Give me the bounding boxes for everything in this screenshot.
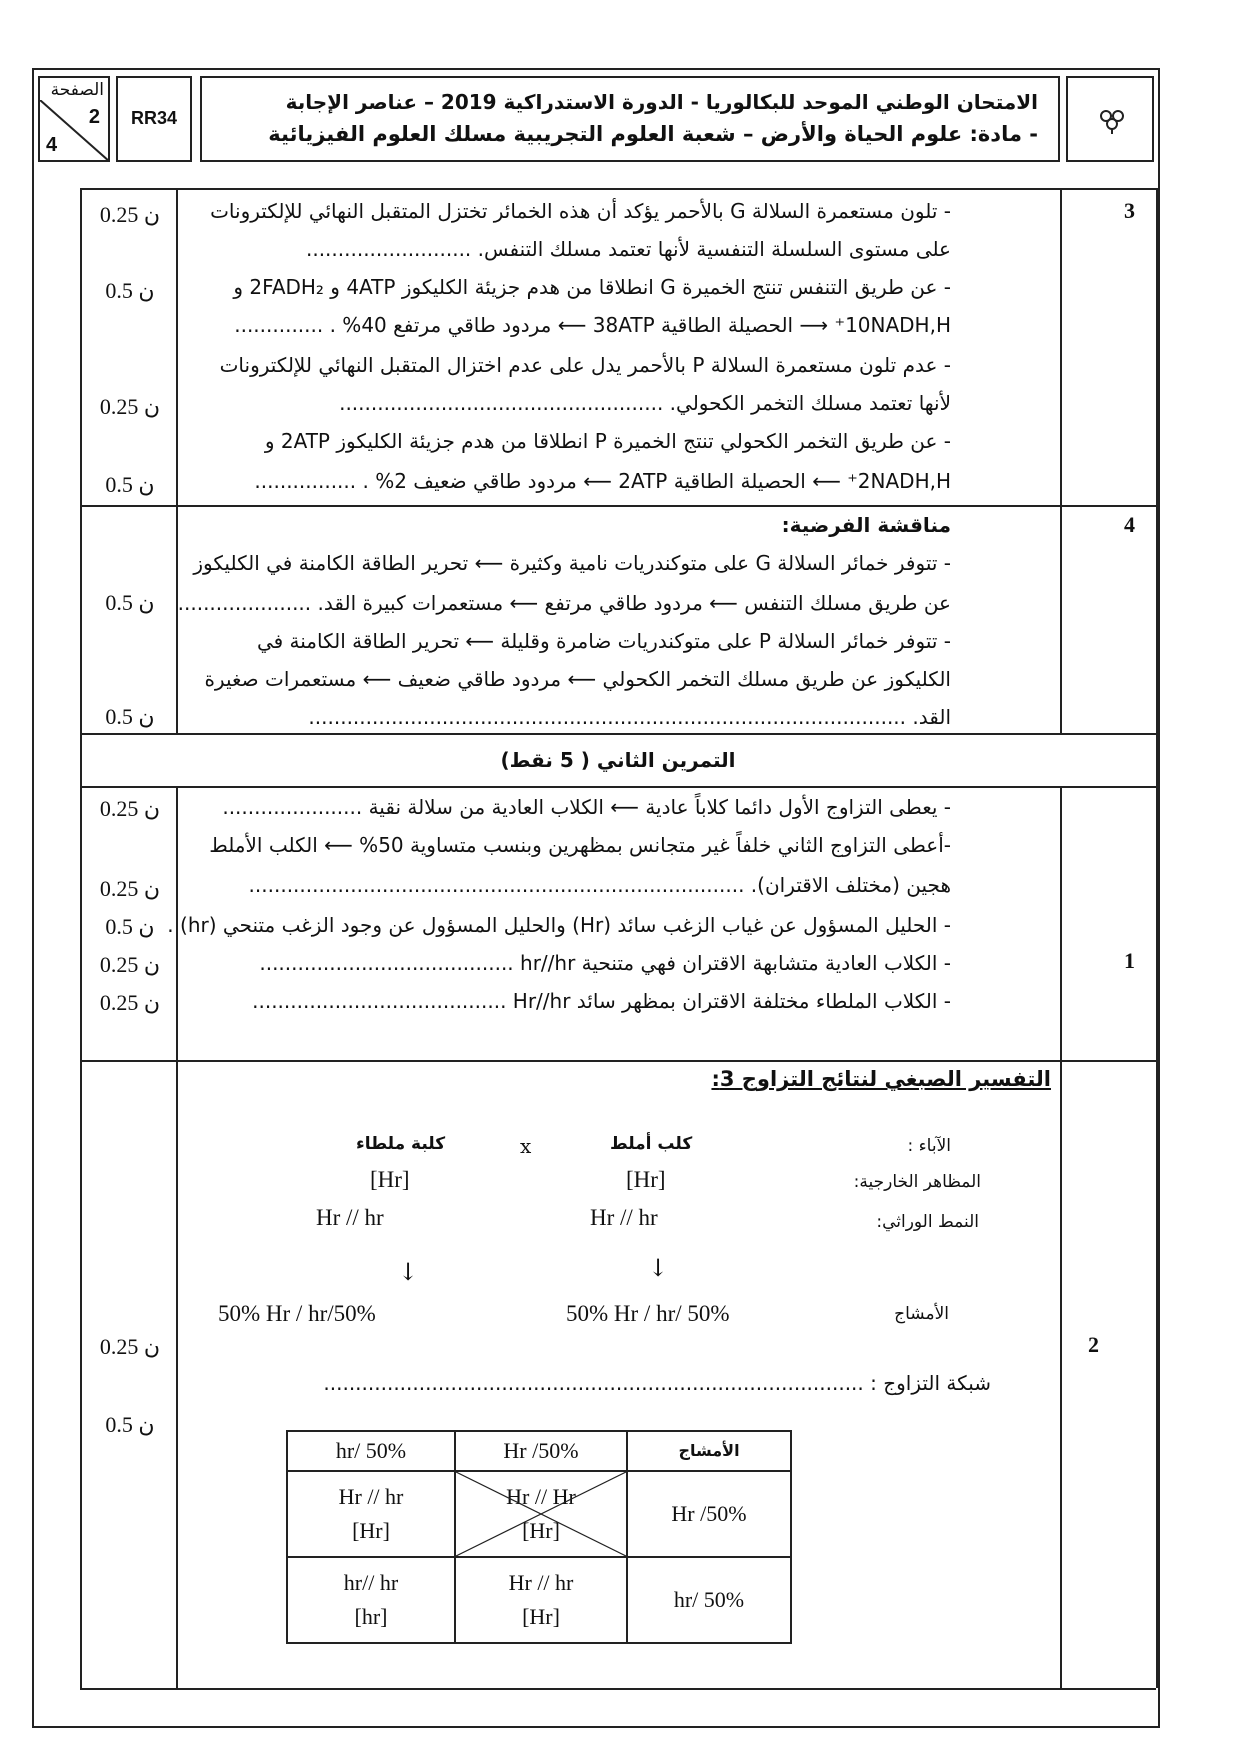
grid-row-2: hr/ 50% <box>627 1557 791 1643</box>
e2q1-line-5: - الكلاب العادية متشابهة الاقتران فهي متنحية hr//hr ........................................ <box>259 951 951 975</box>
page-number: 2 <box>88 106 100 128</box>
grid-cell-2-1-genotype: Hr // hr <box>508 1570 574 1595</box>
col-right <box>1156 188 1158 1688</box>
table-bottom <box>80 1688 1156 1690</box>
col-points <box>176 188 178 733</box>
e2q2-points-1: 0.25 ن <box>99 1334 161 1359</box>
row-sep-3-4 <box>80 505 1156 507</box>
male-parent: كلب أملط <box>610 1134 693 1154</box>
parents-label: الآباء : <box>907 1136 951 1156</box>
grid-col-2: hr/ 50% <box>287 1431 455 1471</box>
e2-question-number-2: 2 <box>1088 1332 1099 1357</box>
grid-cell-1-1-phenotype: [Hr] <box>522 1518 560 1543</box>
genotype-label: النمط الوراثي: <box>876 1212 979 1232</box>
q3-line-2: على مستوى السلسلة التنفسية لأنها تعتمد مسلك التنفس. .......................... <box>305 237 951 261</box>
question-number-4: 4 <box>1124 512 1135 537</box>
phenotype-female: [Hr] <box>370 1167 410 1192</box>
e2q1-points-5: 0.25 ن <box>99 990 161 1015</box>
q3-line-6: لأنها تعتمد مسلك التخمر الكحولي. ................................................... <box>339 391 951 415</box>
col-text <box>1060 188 1062 733</box>
e2q1-points-1: 0.25 ن <box>99 796 161 821</box>
female-parent: كلبة ملطاء <box>356 1134 446 1154</box>
q3-line-1: - تلون مستعمرة السلالة G بالأحمر يؤكد أن هذه الخمائر تختزل المتقبل النهائي للإلكترونات <box>210 199 951 223</box>
grid-label: شبكة التزاوج : ..................................................................................... <box>323 1371 991 1395</box>
q4-points-1: 0.5 ن <box>105 590 155 615</box>
grid-cell-2-1 <box>455 1557 627 1643</box>
arrow-male: ↓ <box>648 1254 669 1282</box>
grid-col-1: Hr /50% <box>455 1431 627 1471</box>
q4-points-2: 0.5 ن <box>105 704 155 729</box>
emblem-icon <box>1096 104 1128 136</box>
grid-row-1: Hr /50% <box>627 1471 791 1557</box>
q4-line-2: عن طريق مسلك التنفس ⟵ مردود طاقي مرتفع ⟵ مستعمرات كبيرة القد. ..................... <box>177 591 951 615</box>
phenotype-male: [Hr] <box>626 1167 666 1192</box>
logo-box <box>1066 76 1154 162</box>
title-box <box>200 76 1060 162</box>
row-sep-ex-1 <box>80 786 1156 788</box>
grid-cell-2-2-genotype: hr// hr <box>343 1570 399 1595</box>
cross-symbol: x <box>520 1134 532 1158</box>
grid-cell-1-2-phenotype: [Hr] <box>352 1518 390 1543</box>
genotype-male: Hr // hr <box>590 1205 658 1230</box>
q3-points-3: 0.25 ن <box>99 394 161 419</box>
grid-cell-1-2-genotype: Hr // hr <box>338 1484 404 1509</box>
page-label: الصفحة <box>50 80 104 100</box>
phenotype-label: المظاهر الخارجية: <box>853 1172 981 1192</box>
grid-cell-2-2 <box>287 1557 455 1643</box>
row-sep-1-2 <box>80 1060 1156 1062</box>
e2q1-line-4: - الحليل المسؤول عن غياب الزغب سائد (Hr) والحليل المسؤول عن وجود الزغب متنحي (hr) . <box>167 913 951 937</box>
e2q1-points-3: 0.5 ن <box>105 914 155 939</box>
gametes-label: الأمشاج <box>894 1304 949 1324</box>
gametes-male: 50% Hr / hr/ 50% <box>566 1301 730 1326</box>
e2q1-points-2: 0.25 ن <box>99 876 161 901</box>
grid-cell-1-1-genotype: Hr // Hr <box>506 1484 576 1509</box>
genotype-female: Hr // hr <box>316 1205 384 1230</box>
code-box <box>116 76 192 162</box>
grid-cell-1-1 <box>455 1471 627 1557</box>
gametes-female: 50% Hr / hr/50% <box>218 1301 376 1326</box>
exam-code: RR34 <box>130 108 178 128</box>
grid-cell-2-2-phenotype: [hr] <box>354 1604 388 1629</box>
q4-line-3: - تتوفر خمائر السلالة P على متوكندريات ضامرة وقليلة ⟵ تحرير الطاقة الكامنة في <box>256 629 951 653</box>
q3-points-2: 0.5 ن <box>105 278 155 303</box>
row-sep-4-ex <box>80 733 1156 735</box>
exercise-2-title: التمرين الثاني ( 5 نقط) <box>500 748 736 772</box>
e2q2-title: التفسير الصبغي لنتائج التزاوج 3: <box>711 1067 1051 1091</box>
col-text-b <box>1060 786 1062 1688</box>
q3-line-8: 2NADH,H⁺ ⟵ الحصيلة الطاقية 2ATP ⟵ مردود طاقي ضعيف 2% . ................ <box>254 469 951 493</box>
e2q1-line-1: - يعطى التزاوج الأول دائما كلاباً عادية ⟵ الكلاب العادية من سلالة نقية ...................... <box>222 795 951 819</box>
e2q1-line-2: -أعطى التزاوج الثاني خلفاً غير متجانس بمظهرين وبنسب متساوية 50% ⟵ الكلب الأملط <box>209 833 951 857</box>
e2q2-points-2: 0.5 ن <box>105 1412 155 1437</box>
header-line-2: - مادة: علوم الحياة والأرض – شعبة العلوم التجريبية مسلك العلوم الفيزيائية <box>268 122 1038 146</box>
q4-title: مناقشة الفرضية: <box>781 513 951 537</box>
page-total: 4 <box>46 134 58 156</box>
q3-line-3: - عن طريق التنفس تنتج الخميرة G انطلاقا من هدم جزيئة الكليكوز 4ATP و 2FADH₂ و <box>233 275 951 299</box>
grid-cell-2-1-phenotype: [Hr] <box>522 1604 560 1629</box>
e2q1-line-6: - الكلاب الملطاء مختلفة الاقتران بمظهر سائد Hr//hr ........................................ <box>252 989 951 1013</box>
e2q1-points-4: 0.25 ن <box>99 952 161 977</box>
e2-question-number-1: 1 <box>1124 948 1135 973</box>
q4-line-5: القد. .............................................................................................. <box>308 705 951 729</box>
q3-points-1: 0.25 ن <box>99 202 161 227</box>
crossed-out-mark <box>456 1472 626 1556</box>
e2q1-line-3: هجين (مختلف الاقتران). .............................................................................. <box>248 873 951 897</box>
q3-line-7: - عن طريق التخمر الكحولي تنتج الخميرة P انطلاقا من هدم جزيئة الكليكوز 2ATP و <box>264 429 951 453</box>
arrow-female: ↓ <box>398 1258 419 1286</box>
q3-line-5: - عدم تلون مستعمرة السلالة P بالأحمر يدل على عدم اختزال المتقبل النهائي للإلكترونات <box>219 353 951 377</box>
question-number-3: 3 <box>1124 198 1135 223</box>
punnett-square <box>286 1430 792 1644</box>
q4-line-4: الكليكوز عن طريق مسلك التخمر الكحولي ⟵ مردود طاقي ضعيف ⟵ مستعمرات صغيرة <box>204 667 951 691</box>
header-line-1: الامتحان الوطني الموحد للبكالوريا - الدورة الاستدراكية 2019 – عناصر الإجابة <box>285 90 1038 114</box>
page-number-box <box>38 76 110 162</box>
table-top <box>80 188 1156 190</box>
q3-points-4: 0.5 ن <box>105 472 155 497</box>
q3-line-4: 10NADH,H⁺ ⟶ الحصيلة الطاقية 38ATP ⟵ مردود طاقي مرتفع 40% . .............. <box>234 313 951 337</box>
grid-corner: الأمشاج <box>627 1431 791 1471</box>
grid-cell-1-2 <box>287 1471 455 1557</box>
q4-line-1: - تتوفر خمائر السلالة G على متوكندريات نامية وكثيرة ⟵ تحرير الطاقة الكامنة في الكليكوز <box>193 551 951 575</box>
